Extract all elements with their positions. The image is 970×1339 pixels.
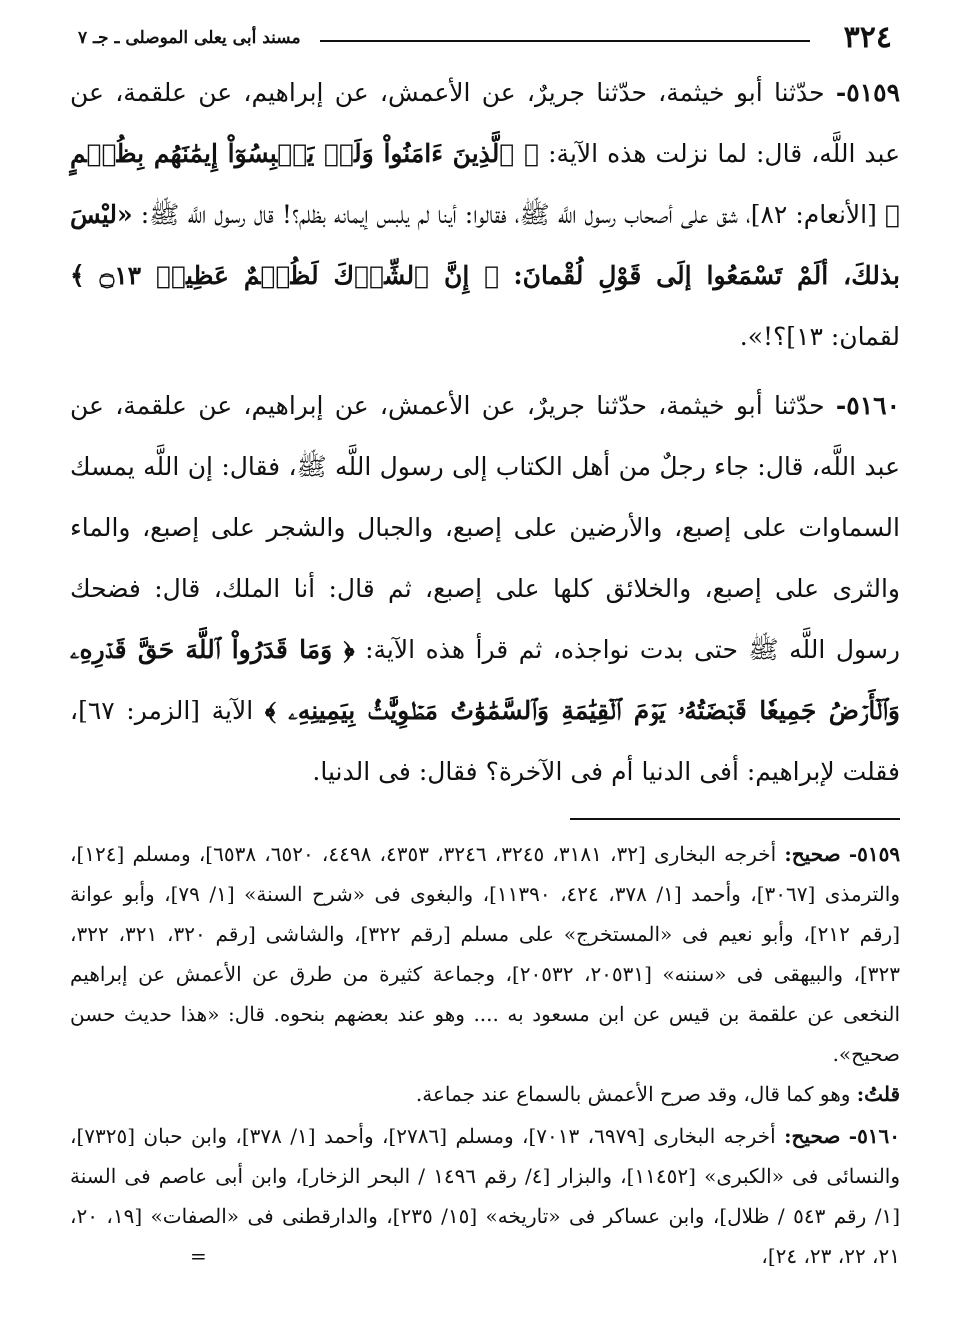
quran-verse: ﴿ ٱلَّذِينَ ءَامَنُواْ وَلَمۡ يَلۡبِسُوٓاْ إِيمَٰنَهُم بِظُلۡمٍ ﴾ — [70, 139, 900, 229]
hadith-5160 — [70, 375, 900, 802]
footnote-number: ٥١٥٩- — [848, 842, 901, 866]
footnote-divider — [570, 818, 900, 820]
hadith-text: الآية [الزمر: ٦٧]، فقلت لإبراهيم: أفى الدنيا أم فى الآخرة؟ فقال: فى الدنيا. — [70, 696, 900, 786]
hadith-text: حدّثنا أبو خيثمة، حدّثنا جريرٌ، عن الأعمش، عن إبراهيم، عن علقمة، عن عبد اللَّه، قال: جاء رجلٌ من أهل الكتاب إلى رسول اللَّه ﷺ، فقال: إن اللَّه يمسك السماوات على إصبع، والأرضين على إصبع، والجبال والشجر على إصبع، والماء والثرى على إصبع، والخلائق كلها على إصبع، ثم قال: أنا الملك، قال: فضحك رسول اللَّه ﷺ حتى بدت نواجذه، ثم قرأ هذه الآية: — [70, 391, 900, 664]
footnote-grade: صحيح: — [784, 1124, 841, 1148]
hadith-number: ٥١٥٩- — [835, 78, 900, 107]
footnote-5160 — [70, 1116, 900, 1276]
hadith-text: [الأنعام: ٨٢]، شق على أصحاب رسول اللَّه ﷺ، فقالوا: أينا لم يلبس إيمانه بظلم؟! قال رسول اللَّه ﷺ: — [140, 200, 877, 229]
hadith-number: ٥١٦٠- — [835, 391, 900, 420]
header-rule — [320, 40, 810, 42]
quran-verse: ﴿ وَمَا قَدَرُواْ ٱللَّهَ حَقَّ قَدۡرِهِۦ وَٱلۡأَرۡضُ جَمِيعٗا قَبۡضَتُهُۥ يَوۡمَ ٱلۡقِيَٰمَةِ وَٱلسَّمَٰوَٰتُ مَطۡوِيَّٰتُۢ بِيَمِينِهِۦ ﴾ — [70, 635, 900, 725]
hadith-5159 — [70, 62, 900, 367]
footnote-text: أخرجه البخارى [٦٩٧٩، ٧٠١٣]، ومسلم [٢٧٨٦]، وأحمد [١/ ٣٧٨]، وابن حبان [٧٣٢٥]، والنسائى فى «الكبرى» [١١٤٥٢]، والبزار [٤/ رقم ١٤٩٦ / البحر الزخار]، وابن أبى عاصم فى السنة [١/ رقم ٥٤٣ / ظلال]، وابن عساكر فى «تاريخه» [١٥/ ٢٣٥]، والدارقطنى فى «الصفات» [١٩، ٢٠، ٢١، ٢٢، ٢٣، ٢٤]، — [70, 1124, 901, 1268]
continuation-mark: = — [190, 1244, 207, 1268]
prophet-saying: «ليْسَ بذلكَ، ألَمْ تَسْمَعُوا إلَى قَوْلِ لُقْمانَ: — [70, 200, 900, 290]
footnote-comment-label: قلتُ: — [856, 1082, 900, 1106]
footnote-grade: صحيح: — [784, 842, 841, 866]
book-title: مسند أبى يعلى الموصلى ـ جـ ٧ — [70, 28, 309, 48]
footnote-comment: وهو كما قال، وقد صرح الأعمش بالسماع عند جماعة. — [415, 1082, 851, 1106]
footnote-number: ٥١٦٠- — [848, 1124, 901, 1148]
hadith-text: لقمان: ١٣]؟!». — [739, 322, 900, 351]
footnote-5159 — [70, 834, 900, 1114]
hadith-text: حدّثنا أبو خيثمة، حدّثنا جريرٌ، عن الأعمش، عن إبراهيم، عن علقمة، عن عبد اللَّه، قال: لما نزلت هذه الآية: — [70, 78, 900, 168]
document-page — [70, 18, 900, 1276]
page-number: ٣٢٤ — [836, 20, 900, 55]
quran-verse: ﴿ إِنَّ ٱلشِّرۡكَ لَظُلۡمٌ عَظِيمٞ ۝١٣ ﴾ — [70, 261, 500, 290]
page-header — [70, 18, 900, 62]
footnote-text: أخرجه البخارى [٣٢، ٣١٨١، ٣٢٤٥، ٣٢٤٦، ٤٣٥٣، ٤٤٩٨، ٦٥٢٠، ٦٥٣٨]، ومسلم [١٢٤]، والترمذى [٣٠٦٧]، وأحمد [١/ ٣٧٨، ٤٢٤، ١١٣٩٠]، والبغوى فى «شرح السنة» [١/ ٧٩]، وأبو عوانة [رقم ٢١٢]، وأبو نعيم فى «المستخرج» على مسلم [رقم ٣٢٢]، والشاشى [رقم ٣٢٠، ٣٢١، ٣٢٢، ٣٢٣]، والبيهقى فى «سننه» [٢٠٥٣١، ٢٠٥٣٢]، وجماعة كثيرة من طرق عن الأعمش عن إبراهيم النخعى عن علقمة بن قيس عن ابن مسعود به .... وهو عند بعضهم بنحوه. قال: «هذا حديث حسن صحيح». — [70, 842, 901, 1066]
